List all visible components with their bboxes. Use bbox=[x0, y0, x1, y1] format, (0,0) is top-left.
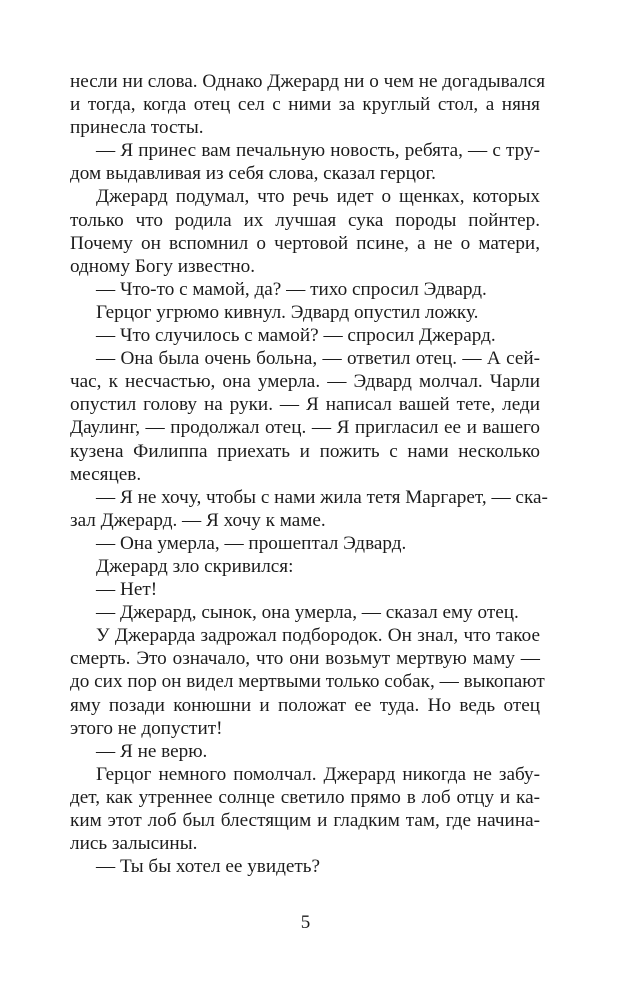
text-line: час, к несчастью, она умерла. — Эдвард молчал. Чарли bbox=[70, 371, 540, 393]
text-line: Герцог немного помолчал. Джерард никогда не забу- bbox=[96, 763, 540, 785]
text-line: дом выдавливая из себя слова, сказал герцог. bbox=[70, 163, 436, 185]
text-line: несли ни слова. Однако Джерард ни о чем не догадывался bbox=[70, 71, 546, 92]
page-number-value: 5 bbox=[300, 912, 311, 933]
text-line: принесла тосты. bbox=[70, 117, 204, 139]
text-line: одному Богу известно. bbox=[70, 255, 256, 277]
text-line: яму позади конюшни и положат ее туда. Но ведь отец bbox=[70, 694, 540, 716]
text-line: Джерард подумал, что речь идет о щенках, которых bbox=[96, 186, 540, 208]
text-line: этого не допустит! bbox=[70, 717, 223, 739]
text-line: — Джерард, сынок, она умерла, — сказал ему отец. bbox=[96, 602, 519, 624]
text-line: — Что-то с мамой, да? — тихо спросил Эдвард. bbox=[96, 278, 487, 300]
text-line: — Что случилось с мамой? — спросил Джерард. bbox=[96, 325, 496, 347]
text-line: — Я не хочу, чтобы с нами жила тетя Маргарет, — ска- bbox=[96, 486, 548, 508]
text-line: смерть. Это означало, что они возьмут мертвую маму — bbox=[70, 648, 540, 670]
page-number bbox=[0, 912, 625, 934]
text-line: опустил голову на руки. — Я написал вашей тете, леди bbox=[70, 394, 540, 416]
text-line: — Я принес вам печальную новость, ребята, — с тру- bbox=[96, 140, 540, 162]
page-body-text bbox=[70, 70, 548, 878]
text-line: ким этот лоб был блестящим и гладким там, где начина- bbox=[70, 810, 540, 831]
text-line: зал Джерард. — Я хочу к маме. bbox=[70, 509, 326, 531]
text-line: кузена Филиппа приехать и пожить с нами несколько bbox=[70, 440, 540, 462]
text-line: только что родила их лучшая сука породы пойнтер. bbox=[70, 209, 540, 231]
text-line: — Ты бы хотел ее увидеть? bbox=[96, 856, 321, 878]
text-line: — Нет! bbox=[96, 579, 158, 601]
text-line: — Я не верю. bbox=[96, 740, 208, 762]
text-line: Даулинг, — продолжал отец. — Я пригласил ее и вашего bbox=[70, 417, 540, 439]
text-line: У Джерарда задрожал подбородок. Он знал, что такое bbox=[96, 625, 540, 647]
text-line: до сих пор он видел мертвыми только собак, — выкопают bbox=[70, 671, 545, 693]
text-line: Почему он вспомнил о чертовой псине, а не о матери, bbox=[70, 232, 540, 254]
text-line: месяцев. bbox=[70, 463, 142, 485]
text-line: и тогда, когда отец сел с ними за круглый стол, а няня bbox=[70, 94, 540, 116]
text-line: дет, как утреннее солнце светило прямо в лоб отцу и ка- bbox=[70, 786, 540, 808]
text-line: Джерард зло скривился: bbox=[96, 555, 294, 577]
text-line: лись залысины. bbox=[70, 833, 198, 855]
text-line: — Она умерла, — прошептал Эдвард. bbox=[96, 532, 407, 554]
text-line: Герцог угрюмо кивнул. Эдвард опустил ложку. bbox=[96, 301, 479, 323]
text-line: — Она была очень больна, — ответил отец. — А сей- bbox=[96, 348, 540, 370]
